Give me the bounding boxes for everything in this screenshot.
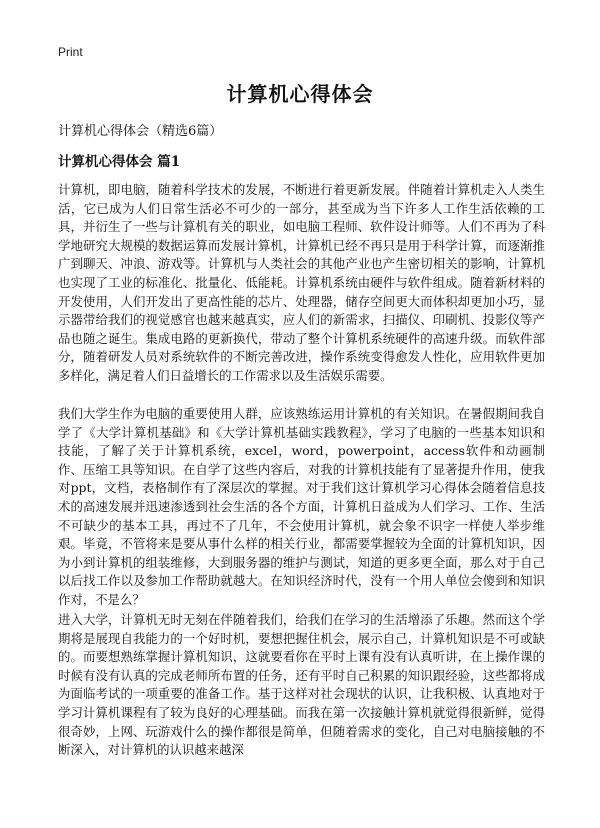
body-paragraph-3: 进入大学，计算机无时无刻在伴随着我们，给我们在学习的生活增添了乐趣。然而这个学期将是展现自我能力的一个好时机，要想把握住机会，展示自己，计算机知识是不可或缺的。而要想熟练掌握计算机知识，这就要看你在平时上课有没有认真听讲，在上操作课的时候有没有认真的完成老师所布置的任务，还有平时自己积累的知识跟经验，这些都将成为面临考试的一项重要的准备工作。基于这样对社会现状的认识，让我积极、认真地对于学习计算机课程有了较为良好的心理基础。而我在第一次接触计算机就觉得很新鲜，觉得很奇妙，上网、玩游戏什么的操作都很是简单，但随着需求的变化，自己对电脑接触的不断深入，对计算机的认识越来越深 [58,612,545,758]
document-subtitle: 计算机心得体会（精选6篇） [58,124,223,139]
body-paragraph-1: 计算机，即电脑，随着科学技术的发展，不断进行着更新发展。伴随着计算机走入人类生活，它已成为人们日常生活必不可少的一部分，甚至成为当下许多人工作生活依赖的工具，并衍生了一些与计算机有关的职业，如电脑工程师、软件设计师等。人们不再为了科学地研究大规模的数据运算而发展计算机，计算机已经不再只是用于科学计算，而逐渐推广到聊天、冲浪、游戏等。计算机与人类社会的其他产业也产生密切相关的影响，计算机也实现了工业的标准化、批量化、低能耗。计算机系统由硬件与软件组成。随着新材料的开发使用，人们开发出了更高性能的芯片、处理器，储存空间更大而体积却更加小巧，显示器带给我们的视觉感官也越来越真实，应人们的新需求，扫描仪、印刷机、投影仪等产品也随之诞生。集成电路的更新换代，带动了整个计算机系统硬件的高速升级。而软件部分，随着研发人员对系统软件的不断完善改进，操作系统变得愈发人性化，应用软件更加多样化，满足着人们日益增长的工作需求以及生活娱乐需要。 [58,182,545,383]
page-title: 计算机心得体会 [226,82,374,106]
body-paragraph-2: 我们大学生作为电脑的重要使用人群，应该熟练运用计算机的有关知识。在暑假期间我自学了《大学计算机基础》和《大学计算机基础实践教程》，学习了电脑的一些基本知识和技能，了解了关于计算机系统，excel，word，powerpoint，access软件和动画制作、压缩工具等知识。在自学了这些内容后，对我的计算机技能有了显著提升作用，使我对ppt，文档，表格制作有了深层次的掌握。对于我们这计算机学习心得体会随着信息技术的高速发展并迅速渗透到社会生活的各个方面，计算机日益成为人们学习、工作、生活不可缺少的基本工具，再过不了几年，不会使用计算机，就会象不识字一样使人举步维艰。毕竟，不管将来是要从事什么样的相关行业，都需要掌握较为全面的计算机知识，因为小到计算机的组装维修，大到服务器的维护与测试，知道的更多更全面，那么对于自己以后找工作以及参加工作帮助就越大。在知识经济时代，没有一个用人单位会傻到和知识作对，不是么？ [58,406,545,607]
print-link[interactable]: Print [58,45,83,59]
section-heading: 计算机心得体会 篇1 [58,154,181,170]
